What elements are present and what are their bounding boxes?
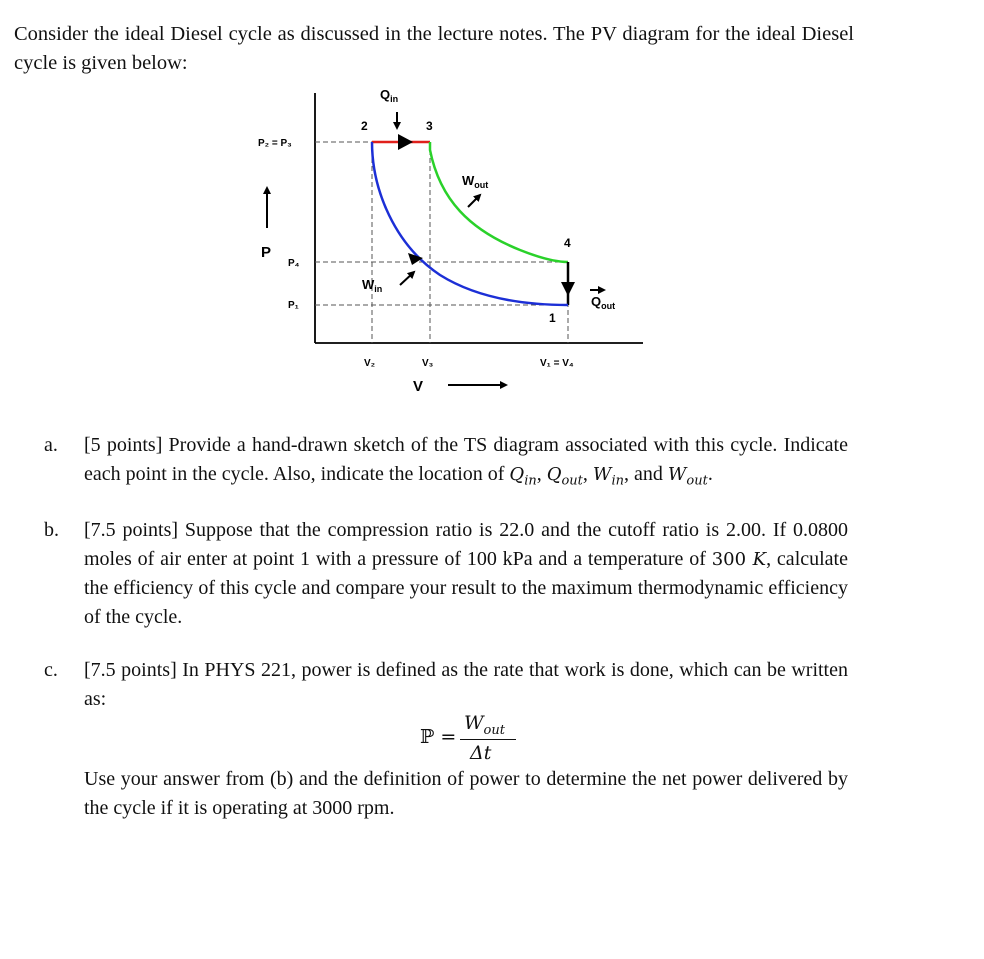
- question-c: [44, 656, 848, 713]
- p-axis-label: P: [261, 244, 272, 261]
- p2-p3-label: P₂ = P₃: [258, 138, 292, 149]
- question-b: [44, 516, 848, 631]
- point-3-label: 3: [426, 119, 433, 133]
- intro-text: Consider the ideal Diesel cycle as discussed in the lecture notes. The PV diagram for the ideal Diesel cycle is given below:: [14, 23, 854, 74]
- point-4-label: 4: [564, 236, 571, 250]
- fraction-bar: [460, 739, 516, 740]
- v2-label: V₂: [364, 358, 376, 369]
- pv-diagram: [240, 80, 650, 400]
- q-in-symbol: $Q_{in}$: [509, 463, 537, 489]
- question-b-label: b.: [44, 519, 59, 541]
- w-out-label: $W_{out}$: [462, 173, 489, 190]
- question-a: [44, 431, 848, 496]
- temperature-value: 300 K: [711, 548, 767, 570]
- v-axis-label: V: [413, 378, 424, 395]
- process-2-3-arrow: [398, 134, 413, 150]
- process-1-2-curve: [372, 142, 568, 305]
- question-c-label: c.: [44, 659, 58, 681]
- power-symbol: ℙ =: [420, 726, 457, 748]
- guide-lines: [315, 142, 568, 343]
- question-b-body: [7.5 points] Suppose that the compression ratio is 22.0 and the cutoff ratio is 2.00. If 0.0800 moles of air enter at point 1 with a pressure of 100 kPa and a temperature of 300 K, calculate the efficiency of this cycle and compare your result to the maximum thermodynamic efficiency of the cycle.: [84, 519, 848, 628]
- p1-label: P₁: [288, 300, 299, 311]
- process-3-4-curve: [430, 142, 568, 262]
- w-in-arrow: [400, 272, 414, 285]
- power-equation: [420, 712, 530, 764]
- p4-label: P₄: [288, 258, 300, 269]
- question-a-label: a.: [44, 434, 58, 456]
- question-c-body: [7.5 points] In PHYS 221, power is defined as the rate that work is done, which can be written as:: [84, 659, 848, 710]
- equation-numerator: $W_{out}$: [464, 712, 505, 738]
- question-c-followup-text: Use your answer from (b) and the definition of power to determine the net power delivered by the cycle if it is operating at 3000 rpm.: [84, 768, 848, 819]
- equation-denominator: Δt: [470, 742, 492, 764]
- q-out-symbol: $Q_{out}$: [546, 463, 583, 489]
- q-in-label: $Q_{in}$: [380, 87, 399, 104]
- v1-v4-label: V₁ = V₄: [540, 358, 574, 369]
- v3-label: V₃: [422, 358, 434, 369]
- process-4-1-arrow: [561, 282, 575, 296]
- w-out-arrow: [468, 195, 480, 207]
- q-out-label: $Q_{out}$: [591, 294, 616, 311]
- question-a-body: [5 points] Provide a hand-drawn sketch of the TS diagram associated with this cycle. Indicate each point in the cycle. Also, indicate the location of $Q_{in}$, $Q_{out}$, $W_{in}$, and $W_{out}$.: [84, 434, 848, 489]
- point-2-label: 2: [361, 119, 368, 133]
- point-1-label: 1: [549, 311, 556, 325]
- w-in-symbol: $W_{in}$: [592, 463, 624, 489]
- w-out-symbol: $W_{out}$: [667, 463, 708, 489]
- w-in-label: $W_{in}$: [362, 277, 383, 294]
- question-c-followup: [44, 765, 848, 822]
